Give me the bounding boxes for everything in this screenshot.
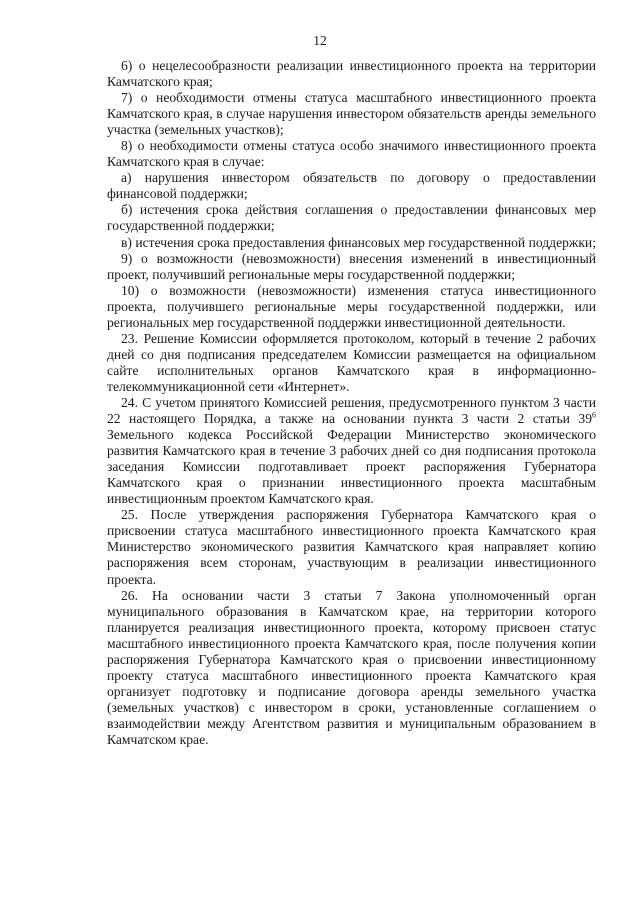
paragraph-item-9: 9) о возможности (невозможности) внесения изменений в инвестиционный проект, получивший региональные меры государственной поддержки; <box>107 250 596 282</box>
paragraph-subitem-b: б) истечения срока действия соглашения о предоставлении финансовых мер государственной поддержки; <box>107 202 596 234</box>
paragraph-subitem-v: в) истечения срока предоставления финансовых мер государственной поддержки; <box>121 234 596 250</box>
paragraph-24-superscript: 6 <box>592 410 596 420</box>
page-number: 12 <box>313 33 327 48</box>
paragraph-item-8: 8) о необходимости отмены статуса особо значимого инвестиционного проекта Камчатского края в случае: <box>107 138 596 170</box>
paragraph-26: 26. На основании части 3 статьи 7 Закона уполномоченный орган муниципального образования в Камчатском крае, на территории которого планируется реализация инвестиционного проекта, которому присвоен статус масштабного инвестиционного проекта Камчатского края, после получения копии распоряжения Губернатора Камчатского края о присвоении инвестиционному проекту статуса масштабного инвестиционного проекта Камчатского края организует подготовку и подписание договора аренды земельного участка (земельных участков) с инвестором в сроки, установленные соглашением о взаимодействии между Агентством развития и муниципальным образованием в Камчатском крае. <box>107 587 596 747</box>
paragraph-24-rest: Земельного кодекса Российской Федерации Министерство экономического развития Камчатского края в течение 3 рабочих дней со дня подписания протокола заседания Комиссии подготавливает проект распоряжения Губернатора Камчатского края о признании инвестиционного проекта масштабным инвестиционным проектом Камчатского края. <box>107 427 596 507</box>
paragraph-23: 23. Решение Комиссии оформляется протоколом, который в течение 2 рабочих дней со дня подписания председателем Комиссии размещается на официальном сайте исполнительных органов Камчатского края в информационно-телекоммуникационной сети «Интернет». <box>107 330 596 394</box>
paragraph-subitem-a: а) нарушения инвестором обязательств по договору о предоставлении финансовой поддержки; <box>107 170 596 202</box>
document-body <box>107 58 596 748</box>
paragraph-24-start: 24. С учетом принятого Комиссией решения, предусмотренного пунктом 3 части 22 настоящего Порядка, а также на основании пункта 3 части 2 статьи 39 <box>107 394 596 427</box>
paragraph-25: 25. После утверждения распоряжения Губернатора Камчатского края о присвоении статуса масштабного инвестиционного проекта Камчатского края Министерство экономического развития Камчатского края направляет копию распоряжения всем сторонам, участвующим в реализации инвестиционного проекта. <box>107 507 596 587</box>
paragraph-item-10: 10) о возможности (невозможности) изменения статуса инвестиционного проекта, получившего региональные меры государственной поддержки, или региональных мер государственной поддержки инвестиционной деятельности. <box>107 282 596 330</box>
paragraph-item-6: 6) о нецелесообразности реализации инвестиционного проекта на территории Камчатского края; <box>107 58 596 90</box>
paragraph-24 <box>107 395 596 507</box>
paragraph-item-7: 7) о необходимости отмены статуса масштабного инвестиционного проекта Камчатского края, в случае нарушения инвестором обязательств аренды земельного участка (земельных участков); <box>107 90 596 138</box>
